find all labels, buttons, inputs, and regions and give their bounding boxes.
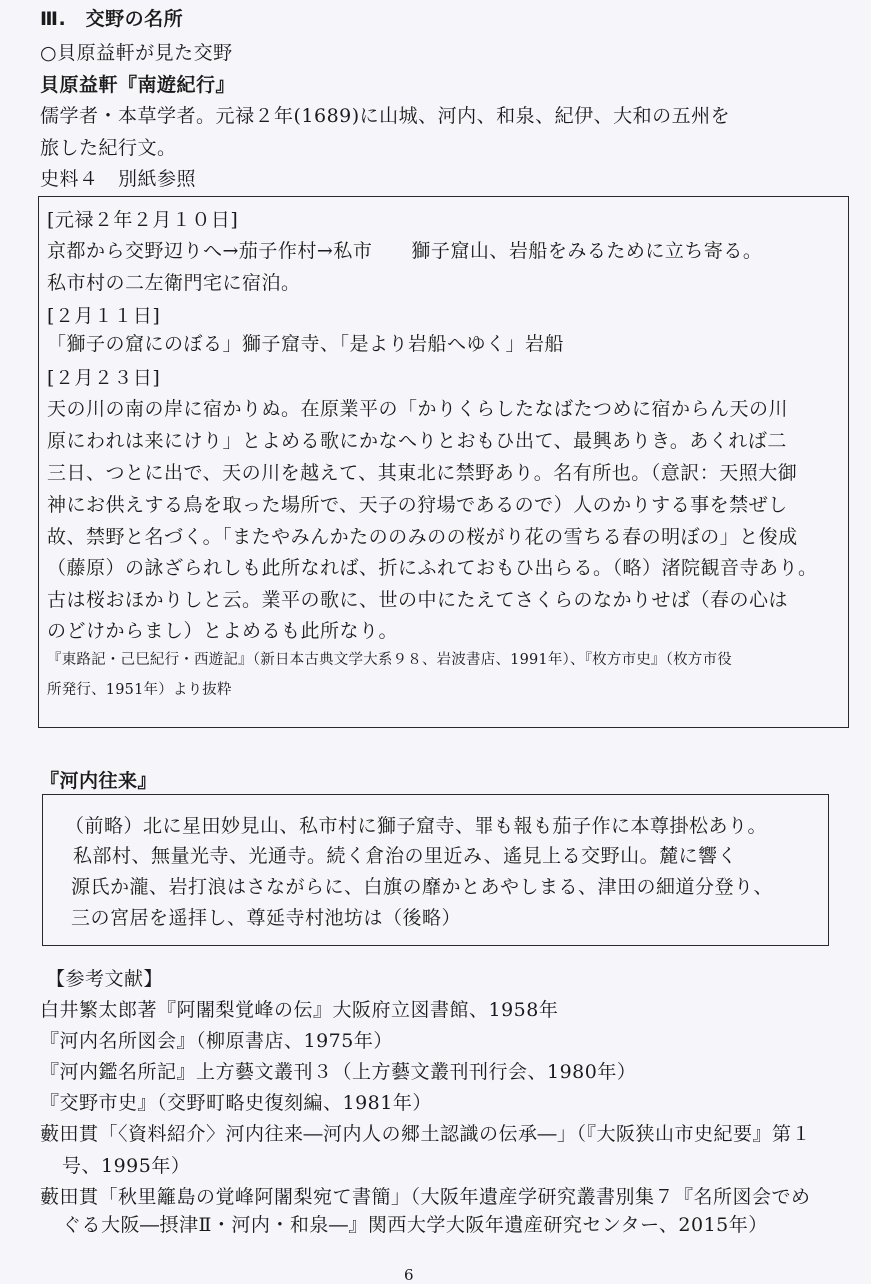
reference-item: 白井繁太郎著『阿闍梨覚峰の伝』大阪府立図書館、1958年 <box>40 999 559 1021</box>
kawachi-line: 源氏か瀧、岩打浪はさながらに、白旗の靡かとあやしまる、津田の細道分登り、 <box>71 876 774 898</box>
excerpt-line: 私市村の二左衛門宅に宿泊。 <box>47 272 301 294</box>
references-heading: 【参考文献】 <box>46 968 164 990</box>
source-citation: 『東路記・己巳紀行・西遊記』（新日本古典文学大系９８、岩波書店、1991年）、『枚方市史』（枚方市役 <box>47 652 732 668</box>
page-number: 6 <box>404 1266 414 1284</box>
excerpt-line: 故、禁野と名づく。「またやみんかたののみのの桜がり花の雪ちる春の明ぼの」と俊成 <box>47 526 798 548</box>
section-heading: Ⅲ. 交野の名所 <box>40 8 184 30</box>
excerpt-line: 京都から交野辺りへ→茄子作村→私市 獅子窟山、岩船をみるために立ち寄る。 <box>47 240 763 262</box>
reference-item: ぐる大阪―摂津Ⅱ・河内・和泉―』関西大学大阪年遺産研究センター、2015年） <box>62 1214 768 1236</box>
source-citation: 所発行、1951年）より抜粋 <box>47 682 232 698</box>
reference-item: 号、1995年） <box>62 1155 191 1177</box>
excerpt-line: 古は桜おほかりしと云。業平の歌に、世の中にたえてさくらのなかりせば（春の心は <box>47 589 789 611</box>
work-title: 貝原益軒『南遊紀行』 <box>40 74 236 96</box>
excerpt-line: [２月１１日] <box>47 305 161 327</box>
excerpt-box-nanyu <box>38 196 849 728</box>
excerpt-line: [２月２３日] <box>47 367 161 389</box>
excerpt-line: 「獅子の窟にのぼる」獅子窟寺、「是より岩船へゆく」岩船 <box>47 333 565 355</box>
kawachi-line: （前略）北に星田妙見山、私市村に獅子窟寺、罪も報も茄子作に本尊掛松あり。 <box>65 815 768 837</box>
reference-item: 藪田貫「秋里籬島の覚峰阿闍梨宛て書簡」（大阪年遺産学研究叢書別集７『名所図会でめ <box>40 1186 811 1208</box>
subsection-heading: ○貝原益軒が見た交野 <box>40 42 233 64</box>
reference-item: 藪田貫「〈資料紹介〉河内往来―河内人の郷土認識の伝承―」（『大阪狭山市史紀要』第１ <box>40 1123 812 1145</box>
excerpt-line: 神にお供えする鳥を取った場所で、天子の狩場であるので）人のかりする事を禁ぜし <box>47 494 788 516</box>
kawachi-line: 私部村、無量光寺、光通寺。続く倉治の里近み、遙見上る交野山。麓に響く <box>73 845 738 867</box>
intro-line: 儒学者・本草学者。元禄２年(1689)に山城、河内、和泉、紀伊、大和の五州を <box>40 105 731 127</box>
reference-item: 『交野市史』（交野町略史復刻編、1981年） <box>40 1092 432 1114</box>
kawachi-title: 『河内往来』 <box>40 770 158 792</box>
reference-item: 『河内名所図会』（柳原書店、1975年） <box>40 1030 393 1052</box>
excerpt-line: （藤原）の詠ざられしも此所なれば、折にふれておもひ出らる。（略）渚院観音寺あり。 <box>47 557 818 579</box>
intro-line: 史料４ 別紙参照 <box>40 168 197 190</box>
reference-item: 『河内鑑名所記』上方藝文叢刊３（上方藝文叢刊刊行会、1980年） <box>40 1061 637 1083</box>
excerpt-line: 三日、つとに出で、天の川を越えて、其東北に禁野あり。名有所也。（意訳：天照大御 <box>47 462 798 484</box>
excerpt-line: 天の川の南の岸に宿かりぬ。在原業平の「かりくらしたなばたつめに宿からん天の川 <box>47 398 789 420</box>
excerpt-line: のどけからまし）とよめるも此所なり。 <box>47 620 399 642</box>
excerpt-line: [元禄２年２月１０日] <box>47 209 239 231</box>
excerpt-line: 原にわれは来にけり」とよめる歌にかなへりとおもひ出て、最興ありき。あくれば二 <box>47 430 787 452</box>
excerpt-box-kawachi <box>42 794 829 946</box>
kawachi-line: 三の宮居を遥拝し、尊延寺村池坊は（後略） <box>71 907 462 929</box>
intro-line: 旅した紀行文。 <box>40 137 177 159</box>
